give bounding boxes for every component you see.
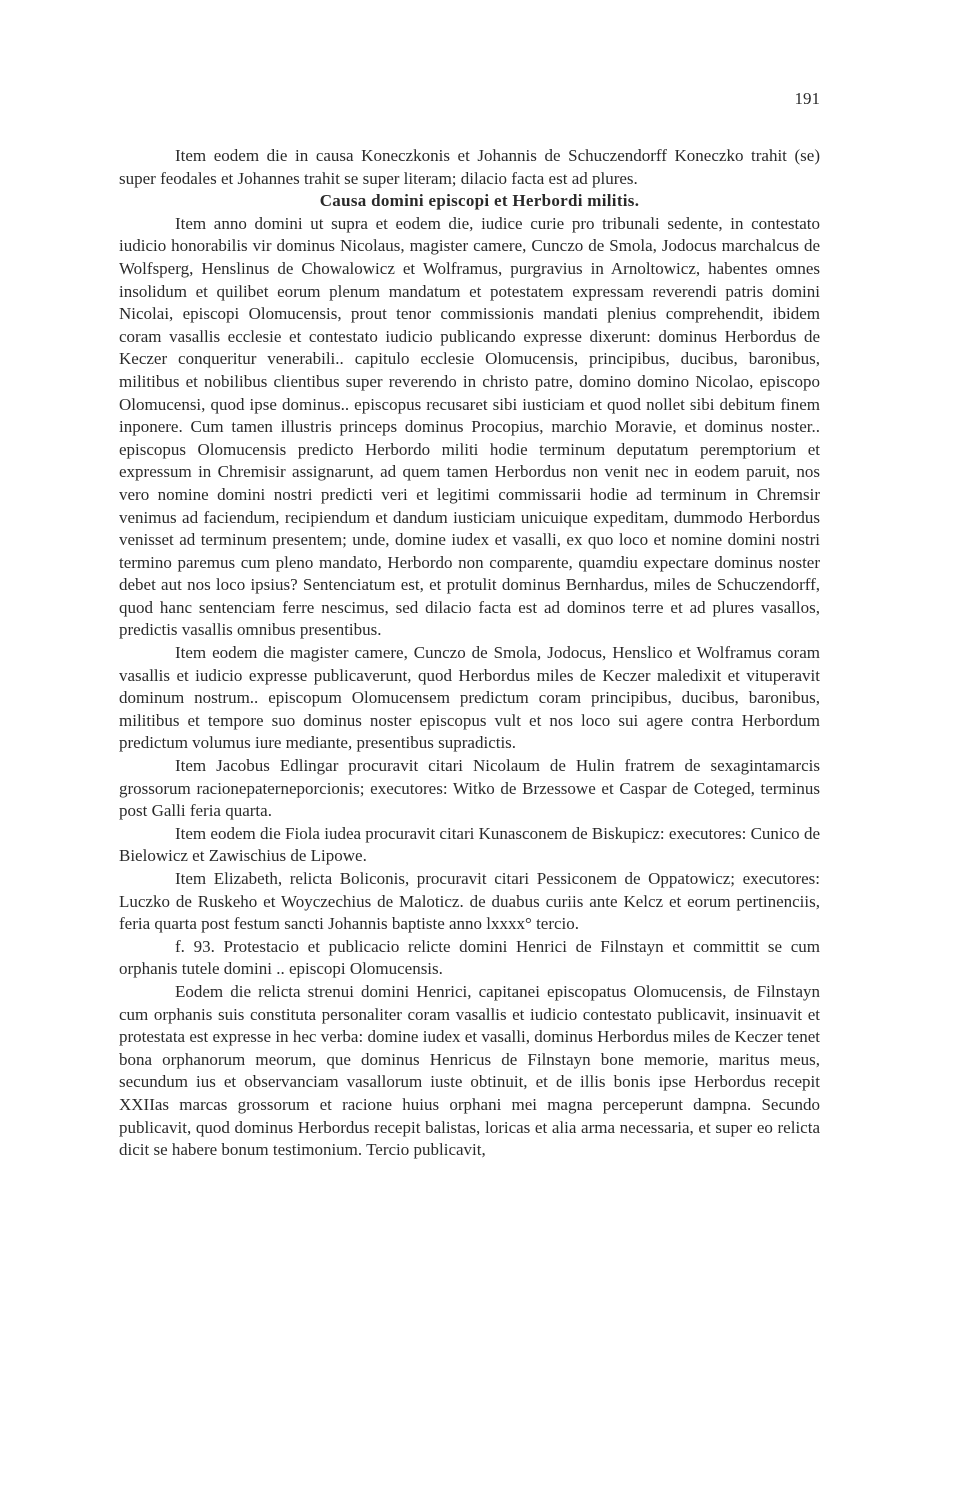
section-heading: Causa domini episcopi et Herbordi militis.	[319, 191, 640, 211]
paragraph-koneczko: Item eodem die in causa Koneczkonis et Johannis de Schuczendorff Koneczko trahit (se) super feodales et Johannes trahit se super literam; dilacio facta est ad plures.	[119, 146, 820, 188]
document-body	[119, 145, 820, 1162]
paragraph-fiola: Item eodem die Fiola iudea procuravit citari Kunasconem de Biskupicz: executores: Cunico de Bielowicz et Zawischius de Lipowe.	[119, 823, 820, 866]
page-number: 191	[794, 89, 820, 108]
paragraph-nicolaus: Item anno domini ut supra et eodem die, iudice curie pro tribunali sedente, in contestato iudicio honorabilis vir dominus Nicolaus, magister camere, Cunczo de Smola, Jodocus marchalcus de Wolfsperg, Henslinus de Chowalowicz et Wolframus, purgravius in Arnoltowicz, habentes omnes insolidum et quilibet eorum plenum mandatum et potestatem expressam reverendi patris domini Nicolai, episcopi Olomucensis, prout tenor commissionis mandati plenius comprehendit, ibidem coram vasallis ecclesie et contestato iudicio publicando expresse dixerunt: dominus Herbordus de Keczer conqueritur venerabili.. capitulo ecclesie Olomucensis, principibus, ducibus, baronibus, militibus et nobilibus clientibus super reverendo in christo patre, domino domino Nicolao, episcopo Olomucensi, quod ipse dominus.. episcopus recusaret sibi iusticiam et quod nollet sibi debitum finem inponere. Cum tamen illustris princeps dominus Procopius, marchio Moravie, et dominus noster.. episcopus Olomucensis predicto Herbordo militi hodie terminum deputatum peremptorium et expressum in Chremisir assignarunt, ad quem tamen Herbordus non venit nec in eodem paruit, nos vero nomine domini nostri predicti veri et legitimi commissarii hodie ad terminum in Chremsir venimus ad faciendum, recipiendum et dandum iusticiam unicuique expeditam, dummodo Herbordus venisset ad terminum presentem; unde, domine iudex et vasalli, ex quo loco et nomine domini nostri termino paremus cum pleno mandato, Herbordo non comparente, quamdiu expectare dominus noster debet aut nos loco ipsius? Sentenciatum est, et protulit dominus Bernhardus, miles de Schuczendorff, quod hanc sentenciam ferre nescimus, sed dilacio facta est ad dominos terre et ad plures vasallos, predictis vasallis omnibus presentibus.	[119, 213, 820, 640]
paragraph-magister-camere: Item eodem die magister camere, Cunczo de Smola, Jodocus, Henslico et Wolframus coram vasallis et iudicio expresse publicaverunt, quod Herbordus miles de Keczer maledixit et vituperavit dominum nostrum.. episcopum Olomucensem predictum coram principibus, ducibus, baronibus, militibus et tempore suo dominus noster episcopus vult et nos loco sui agere contra Herbordum predictum volumus iure mediante, presentibus supradictis.	[119, 643, 820, 753]
paragraph-protestacio: f. 93. Protestacio et publicacio relicte domini Henrici de Filnstayn et committit se cum orphanis tutele domini .. episcopi Olomucensis.	[119, 936, 820, 979]
paragraph-eodem-die: Eodem die relicta strenui domini Henrici, capitanei episcopatus Olomucensis, de Filnstayn cum orphanis suis constituta personaliter coram vasallis et iudicio contestato publicavit, insinuavit et protestata est expresse in hec verba: domine iudex et vasalli, dominus Herbordus miles de Keczer tenet bona orphanorum meorum, que dominus Henricus de Filnstayn bone memorie, maritus meus, secundum ius et observanciam vasallorum iuste obtinuit, et de illis bonis ipse Herbordus recepit XXIIas marcas grossorum et racione huius orphani mei magna perceperunt dampna. Secundo publicavit, quod dominus Herbordus recepit balistas, loricas et alia arma necessaria, et super eo relicta dicit se habere bonum testimonium. Tercio publicavit,	[119, 981, 820, 1160]
paragraph-elizabeth: Item Elizabeth, relicta Boliconis, procuravit citari Pessiconem de Oppatowicz; executores: Luczko de Ruskeho et Woyczechius de Maloticz. de duabus curiis ante Kelcz et eorum pertinenciis, feria quarta post festum sancti Johannis baptiste anno lxxxx° tercio.	[119, 869, 820, 934]
paragraph-jacobus: Item Jacobus Edlingar procuravit citari Nicolaum de Hulin fratrem de sexagintamarcis grossorum racionepaterneporcionis; executores: Witko de Brzessowe et Caspar de Coteged, terminus post Galli feria quarta.	[119, 756, 820, 821]
